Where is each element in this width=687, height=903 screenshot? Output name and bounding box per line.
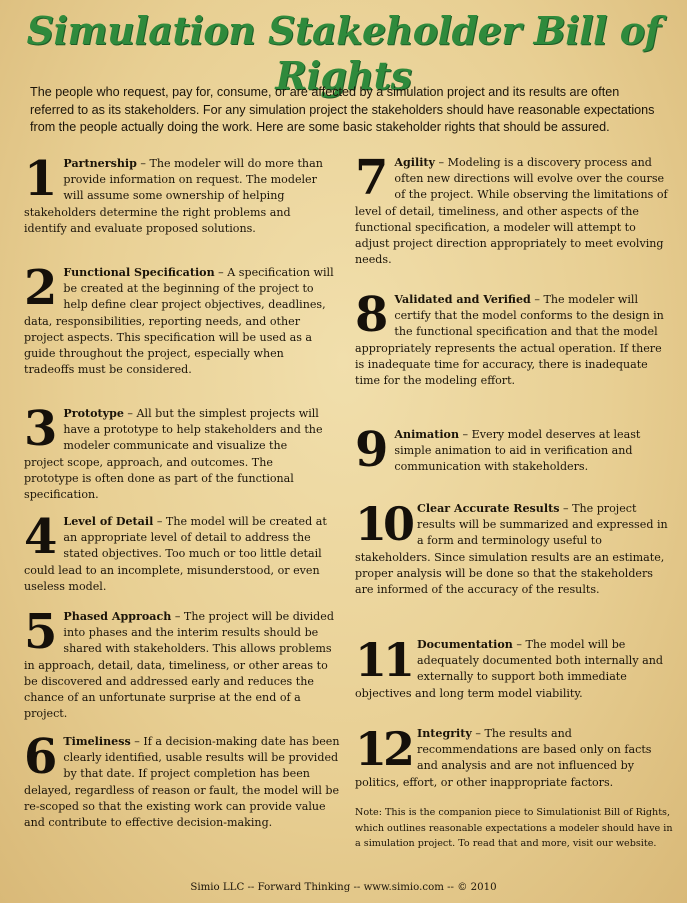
item-number: 2 [24, 260, 58, 316]
item-number: 6 [24, 729, 58, 785]
right-item-4 [24, 509, 339, 595]
item-heading: Documentation [417, 638, 513, 651]
right-item-6 [24, 729, 342, 831]
right-item-7 [355, 150, 673, 268]
right-item-11 [355, 633, 673, 702]
item-heading: Integrity [417, 727, 472, 740]
item-body: The project will be divided into phases and the interim results should be shared with stakeholders. This allows problems in approach, detail, data, timeliness, or other areas to be discovered and addressed early and reduces the chance of an unfortunate surprise at the end of a project. [24, 610, 334, 721]
item-separator: – [459, 428, 472, 441]
item-heading: Functional Specification [63, 266, 215, 279]
item-number: 9 [355, 422, 389, 478]
right-item-10 [355, 497, 673, 598]
item-body: Every model deserves at least simple animation to aid in verification and communication with stakeholders. [394, 428, 641, 474]
right-item-5 [24, 604, 342, 722]
companion-note: Note: This is the companion piece to Simulationist Bill of Rights, which outlines reasonable expectations a modeler should have in a simulation project. To read that and more, visit our website. [355, 807, 673, 850]
page-title: Simulation Stakeholder Bill of Rights [26, 8, 661, 98]
item-body: The project results will be summarized and expressed in a form and terminology useful to stakeholders. Since simulation results are an estimate, proper analysis will be done so that the stakeholders are informed of the accuracy of the results. [355, 502, 668, 597]
item-heading: Agility [394, 156, 435, 169]
item-body: The results and recommendations are based only on facts and analysis and are not influenced by politics, effort, or other inappropriate factors. [355, 727, 652, 789]
item-body: The model will be adequately documented both internally and externally to support both immediate objectives and long term model viability. [355, 638, 663, 700]
right-item-8 [355, 287, 673, 389]
item-number: 10 [355, 497, 412, 551]
right-item-1 [24, 151, 324, 237]
item-separator: – [530, 293, 544, 306]
item-heading: Phased Approach [63, 610, 172, 623]
item-body: Modeling is a discovery process and often new directions will evolve over the course of the project. While observing the limitations of level of detail, timeliness, and other aspects of the functional specification, a modeler will attempt to adjust project direction appropriately to meet evolving needs. [355, 156, 668, 267]
item-body: The modeler will do more than provide information on request. The modeler will assume some ownership of helping stakeholders determine the right problems and identify and evaluate proposed solutions. [24, 157, 323, 235]
footer: Simio LLC -- Forward Thinking -- www.simio.com -- © 2010 [190, 882, 497, 893]
item-separator: – [130, 735, 144, 748]
right-item-3 [24, 401, 329, 503]
item-body: The modeler will certify that the model conforms to the design in the functional specification and that the model appropriately represents the actual operation. If there is inadequate time for accuracy, there is inadequate time for the modeling effort. [355, 293, 664, 388]
item-separator: – [559, 502, 573, 515]
item-number: 12 [355, 722, 412, 776]
item-number: 1 [24, 151, 58, 207]
item-body: The model will be created at an appropriate level of detail to address the stated objectives. Too much or too little detail could lead to an incomplete, misunderstood, or even useless model. [24, 515, 327, 593]
item-separator: – [434, 156, 448, 169]
item-heading: Level of Detail [63, 515, 154, 528]
item-separator: – [153, 515, 166, 528]
item-heading: Clear Accurate Results [417, 502, 560, 515]
item-number: 3 [24, 401, 58, 457]
right-item-2 [24, 260, 334, 378]
item-heading: Prototype [63, 407, 124, 420]
item-separator: – [214, 266, 228, 279]
right-item-9 [355, 422, 673, 478]
item-separator: – [136, 157, 150, 170]
item-heading: Animation [394, 428, 460, 441]
intro-paragraph: The people who request, pay for, consume, or are affected by a simulation project and its results are often referred to as its stakeholders. For any simulation project the stakeholders should have reasonable expectations from the people actually doing the work. Here are some basic stakeholder rights that should be assured. [30, 85, 655, 134]
item-separator: – [471, 727, 485, 740]
item-body: A specification will be created at the beginning of the project to help define clear project objectives, deadlines, data, responsibilities, reporting needs, and other project aspects. This specification will be used as a guide throughout the project, especially when tradeoffs must be considered. [24, 266, 334, 377]
item-separator: – [123, 407, 137, 420]
item-heading: Validated and Verified [394, 293, 531, 306]
item-body: If a decision-making date has been clearly identified, usable results will be provided by that date. If project completion has been delayed, regardless of reason or fault, the model will be re-scoped so that the existing work can provide value and contribute to effective decision-making. [24, 735, 340, 830]
item-separator: – [512, 638, 526, 651]
item-heading: Partnership [63, 157, 137, 170]
item-body: All but the simplest projects will have a prototype to help stakeholders and the modeler communicate and visualize the project scope, approach, and outcomes. The prototype is often done as part of the functional specification. [24, 407, 323, 502]
item-separator: – [171, 610, 184, 623]
right-item-12 [355, 722, 673, 791]
item-number: 7 [355, 150, 389, 206]
item-number: 8 [355, 287, 389, 343]
item-heading: Timeliness [63, 735, 131, 748]
item-number: 5 [24, 604, 58, 660]
item-number: 4 [24, 509, 58, 565]
item-number: 11 [355, 633, 412, 687]
